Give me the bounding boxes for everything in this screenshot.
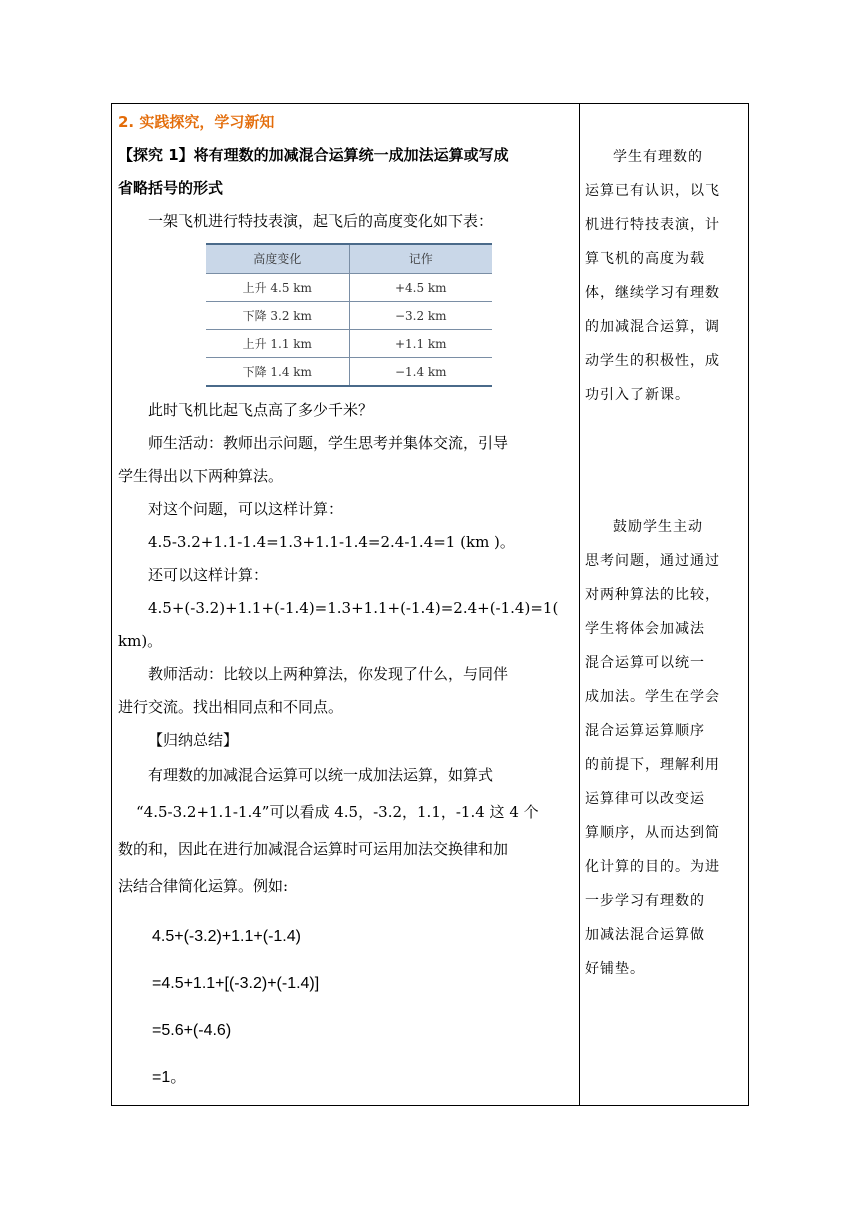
column-divider <box>579 103 580 1106</box>
calculation-steps <box>118 913 576 1101</box>
question-text: 此时飞机比起飞点高了多少千米？ <box>148 401 374 419</box>
table-header-cell: 记作 <box>349 244 492 274</box>
side-note-line: 功引入了新课。 <box>585 387 690 403</box>
summary-line2: “4.5-3.2+1.1-1.4”可以看成 4.5，-3.2，1.1，-1.4 这 4 个 <box>136 803 539 821</box>
teacher-line1: 教师活动：比较以上两种算法，你发现了什么，与同伴 <box>148 665 509 683</box>
side-note-line: 混合运算运算顺序 <box>585 723 705 739</box>
side-note-line: 的前提下，理解利用 <box>585 757 720 773</box>
summary-line3: 数的和，因此在进行加减混合运算时可运用加法交换律和加 <box>118 840 509 858</box>
calc1-text: 4.5-3.2+1.1-1.4=1.3+1.1-1.4=2.4-1.4=1 (km )。 <box>148 533 515 551</box>
section-heading: 2. 实践探究，学习新知 <box>118 113 275 131</box>
side-note-line: 算飞机的高度为载 <box>585 251 705 267</box>
summary-title: 【归纳总结】 <box>148 731 239 749</box>
table-row <box>206 302 492 330</box>
calc-intro2: 还可以这样计算： <box>148 566 269 584</box>
table-cell: 上升 1.1 km <box>206 330 349 358</box>
side-note-line: 混合运算可以统一 <box>585 655 705 671</box>
table-cell: 上升 4.5 km <box>206 274 349 302</box>
side-note-line: 对两种算法的比较， <box>585 587 720 603</box>
table-cell: −1.4 km <box>349 358 492 387</box>
side-note-line: 鼓励学生主动 <box>613 519 703 535</box>
side-note-line: 一步学习有理数的 <box>585 893 705 909</box>
teacher-line2: 进行交流。找出相同点和不同点。 <box>118 698 344 716</box>
table-row <box>206 274 492 302</box>
altitude-table-wrapper <box>206 243 576 387</box>
side-note-line: 思考问题，通过通过 <box>585 553 720 569</box>
calc-step: =1。 <box>152 1069 187 1086</box>
activity-line1: 师生活动：教师出示问题，学生思考并集体交流，引导 <box>148 434 509 452</box>
calc-step: =4.5+1.1+[(-3.2)+(-1.4)] <box>152 975 320 992</box>
activity-line2: 学生得出以下两种算法。 <box>118 467 284 485</box>
side-note-line: 动学生的积极性，成 <box>585 353 720 369</box>
side-note-line: 运算已有认识，以飞 <box>585 183 720 199</box>
altitude-table <box>206 243 492 387</box>
side-note-line: 运算律可以改变运 <box>585 791 705 807</box>
side-note-line: 学生有理数的 <box>613 149 703 165</box>
side-note-intro <box>585 140 745 412</box>
side-note-summary <box>585 510 745 986</box>
calc-step: 4.5+(-3.2)+1.1+(-1.4) <box>152 928 301 945</box>
summary-line4: 法结合律简化运算。例如: <box>118 877 289 895</box>
side-note-line: 化计算的目的。为进 <box>585 859 720 875</box>
side-note-line: 体，继续学习有理数 <box>585 285 720 301</box>
side-note-line: 算顺序，从而达到简 <box>585 825 720 841</box>
table-row <box>206 330 492 358</box>
explore-title-line1: 【探究 1】将有理数的加减混合运算统一成加法运算或写成 <box>118 146 509 164</box>
side-note-line: 成加法。学生在学会 <box>585 689 720 705</box>
intro-text: 一架飞机进行特技表演，起飞后的高度变化如下表： <box>148 212 494 230</box>
calc-intro1: 对这个问题，可以这样计算： <box>148 500 344 518</box>
table-cell: +1.1 km <box>349 330 492 358</box>
explore-title-line2: 省略括号的形式 <box>118 179 224 197</box>
side-note-line: 加减法混合运算做 <box>585 927 705 943</box>
calc2-text: 4.5+(-3.2)+1.1+(-1.4)=1.3+1.1+(-1.4)=2.4+(-1.4)=1( km)。 <box>118 599 559 650</box>
summary-line1: 有理数的加减混合运算可以统一成加法运算，如算式 <box>148 766 494 784</box>
table-cell: −3.2 km <box>349 302 492 330</box>
table-row <box>206 358 492 387</box>
table-cell: 下降 1.4 km <box>206 358 349 387</box>
table-cell: 下降 3.2 km <box>206 302 349 330</box>
calc-step: =5.6+(-4.6) <box>152 1022 232 1039</box>
side-note-line: 好铺垫。 <box>585 961 645 977</box>
main-column <box>118 106 576 1101</box>
side-note-line: 机进行特技表演，计 <box>585 217 720 233</box>
table-header-cell: 高度变化 <box>206 244 349 274</box>
side-note-line: 的加减混合运算，调 <box>585 319 720 335</box>
side-note-line: 学生将体会加减法 <box>585 621 705 637</box>
table-header-row <box>206 244 492 274</box>
table-cell: +4.5 km <box>349 274 492 302</box>
